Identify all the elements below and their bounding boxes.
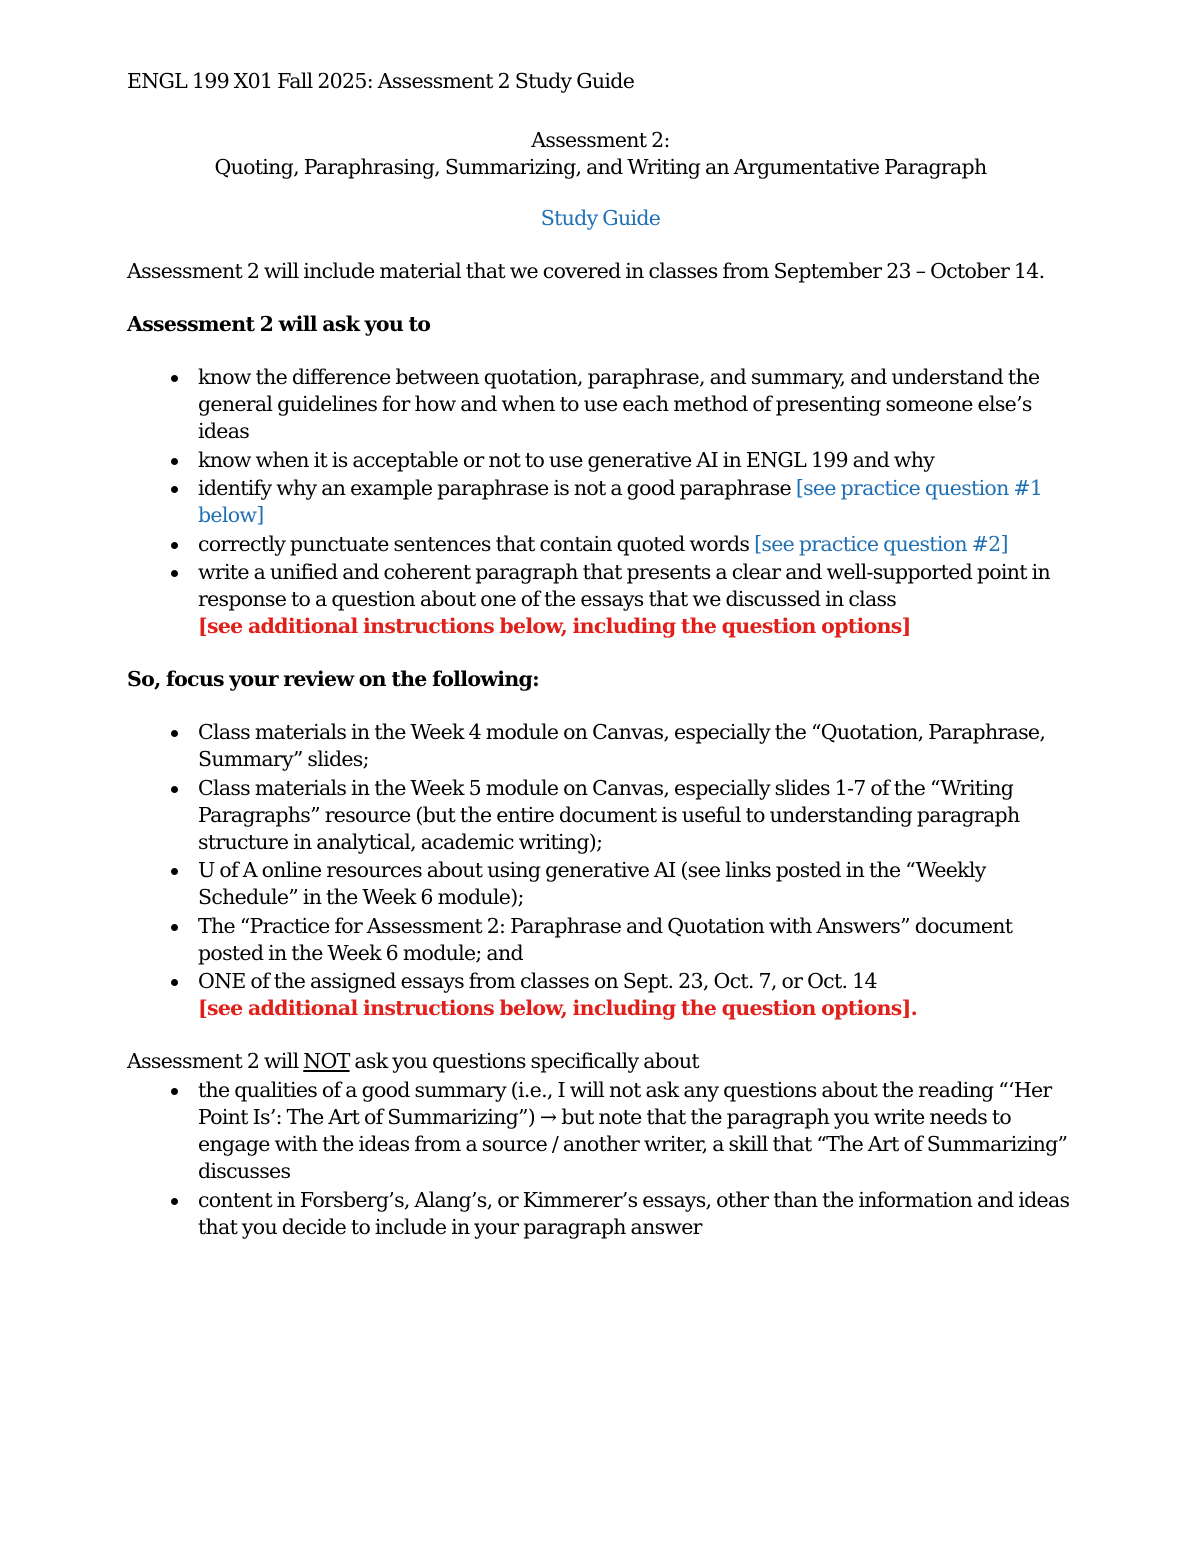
list-item-text: know the difference between quotation, paraphrase, and summary, and understand the general guidelines for how and when to use each method of presenting someone else’s ideas (198, 365, 1040, 443)
intro-paragraph: Assessment 2 will include material that we covered in classes from September 23 – October 14. (127, 259, 1045, 283)
list-item-text: content in Forsberg’s, Alang’s, or Kimmerer’s essays, other than the information and ideas that you decide to include in your paragraph answer (198, 1187, 1070, 1239)
bullet-icon (171, 570, 178, 577)
list-item-text: the qualities of a good summary (i.e., I will not ask any questions about the reading “‘Her Point Is’: The Art of Summarizing”) (198, 1078, 1052, 1129)
bullet-icon (171, 1198, 178, 1205)
bullet-icon (171, 730, 178, 737)
bullet-icon (171, 924, 178, 931)
focus-list (127, 719, 1074, 1022)
list-item-text: Class materials in the Week 4 module on Canvas, especially the “Quotation, Paraphrase, Summary” slides; (198, 720, 1046, 771)
list-item (127, 531, 1074, 558)
list-item-text: write a unified and coherent paragraph that presents a clear and well-supported point in response to a question about one of the essays that we discussed in class (198, 560, 1050, 611)
bullet-icon (171, 979, 178, 986)
not-ask-list (127, 1077, 1074, 1241)
list-item (127, 719, 1074, 773)
list-item (127, 559, 1074, 640)
bullet-icon (171, 458, 178, 465)
list-item (127, 475, 1074, 529)
list-item (127, 968, 1074, 1022)
list-item-text: identify why an example paraphrase is not a good paraphrase (198, 476, 796, 500)
list-item (127, 857, 1074, 911)
study-guide-subtitle: Study Guide (540, 206, 661, 230)
not-ask-intro-before: Assessment 2 will (127, 1049, 304, 1073)
additional-instructions-note: [see additional instructions below, including the question options] (198, 996, 911, 1020)
bullet-icon (171, 868, 178, 875)
bullet-icon (171, 542, 178, 549)
list-item-text: U of A online resources about using generative AI (see links posted in the “Weekly Schedule” in the Week 6 module); (198, 858, 986, 909)
list-item-text: The “Practice for Assessment 2: Paraphrase and Quotation with Answers” document posted in the Week 6 module; and (198, 913, 1013, 965)
additional-instructions-note: [see additional instructions below, including the question options] (198, 614, 911, 638)
list-item (127, 775, 1074, 856)
arrow-right-icon: → (539, 1105, 557, 1129)
practice-question-2-reference: [see practice question #2] (754, 531, 1008, 556)
bullet-icon (171, 1088, 178, 1095)
list-item (127, 1077, 1074, 1185)
bullet-icon (171, 375, 178, 382)
not-emphasis: NOT (303, 1049, 350, 1073)
focus-heading: So, focus your review on the following: (127, 667, 540, 691)
title-line-2: Quoting, Paraphrasing, Summarizing, and Writing an Argumentative Paragraph (214, 155, 987, 179)
list-item-text-continued: but note that the paragraph you write needs to engage with the ideas from a source / another writer, a skill that “The Art of Summarizing” discusses (198, 1105, 1068, 1183)
sentence-period: . (910, 996, 918, 1020)
document-header: ENGL 199 X01 Fall 2025: Assessment 2 Study Guide (127, 69, 635, 93)
title-block (127, 127, 1074, 181)
list-item-text: correctly punctuate sentences that contain quoted words (198, 531, 755, 556)
list-item-text: ONE of the assigned essays from classes on Sept. 23, Oct. 7, or Oct. 14 (198, 969, 877, 993)
practice-question-1-reference: [see practice question #1 below] (198, 476, 1043, 527)
list-item (127, 1187, 1074, 1241)
ask-heading: Assessment 2 will ask you to (127, 312, 431, 336)
bullet-icon (171, 786, 178, 793)
list-item (127, 447, 1074, 474)
list-item (127, 913, 1074, 967)
not-ask-intro (127, 1048, 1074, 1075)
bullet-icon (171, 486, 178, 493)
ask-list (127, 364, 1074, 640)
not-ask-intro-after: ask you questions specifically about (349, 1049, 699, 1073)
list-item-text: Class materials in the Week 5 module on Canvas, especially slides 1-7 of the “Writing Paragraphs” resource (but the entire document is useful to understanding paragraph structure in analytical, academic writing); (198, 775, 1020, 854)
title-line-1: Assessment 2: (531, 128, 670, 152)
list-item-text: know when it is acceptable or not to use generative AI in ENGL 199 and why (198, 447, 935, 472)
list-item (127, 364, 1074, 445)
